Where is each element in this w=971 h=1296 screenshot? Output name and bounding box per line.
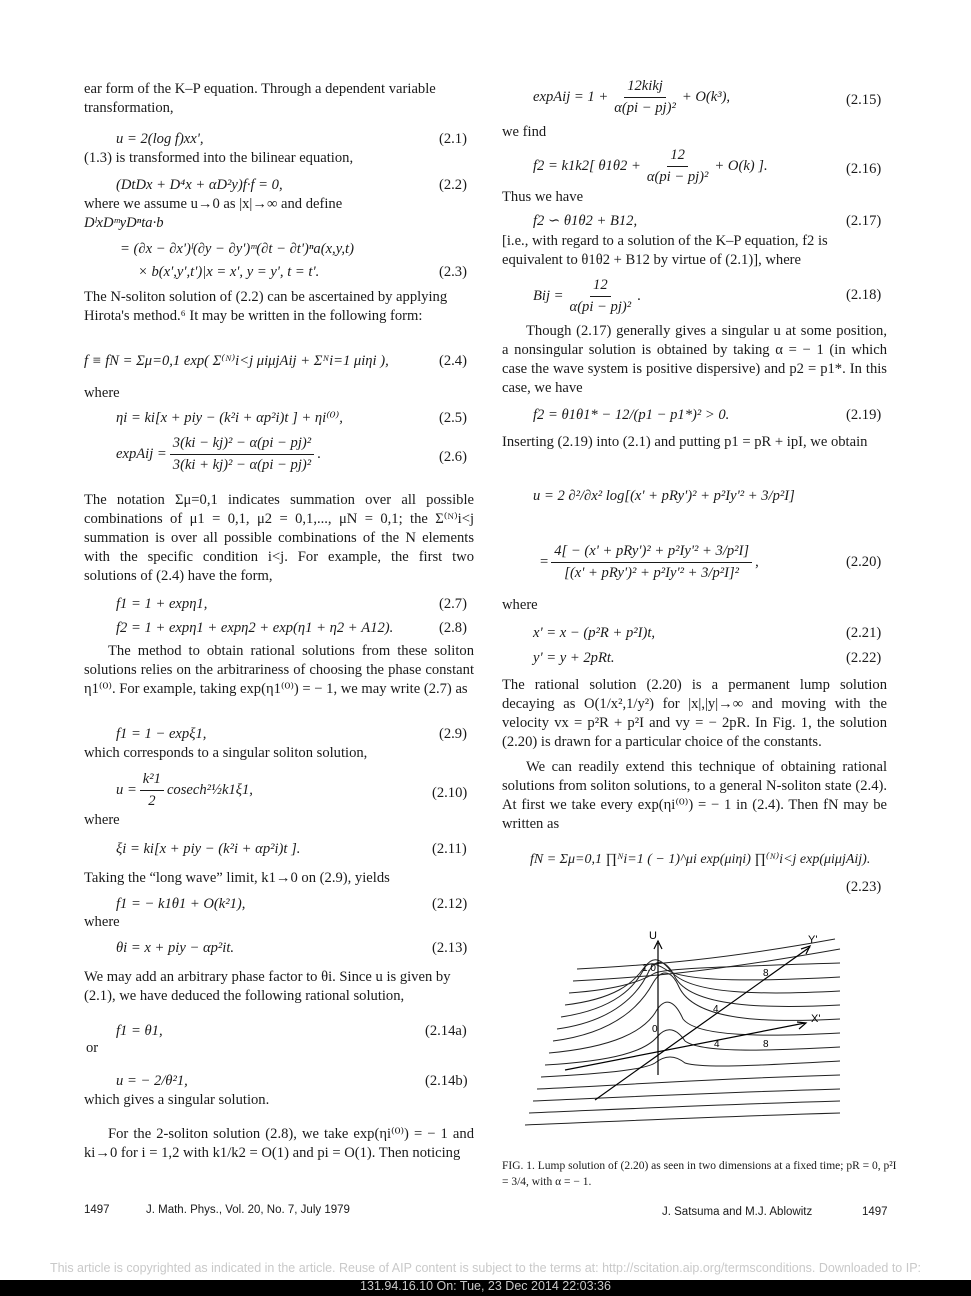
equation-2-22: y' = y + 2pRt. bbox=[533, 650, 615, 666]
equation-number: (2.2) bbox=[439, 177, 467, 193]
x-tick-8: 8 bbox=[763, 1039, 769, 1050]
journal-citation: J. Math. Phys., Vol. 20, No. 7, July 1979 bbox=[146, 1204, 350, 1216]
paragraph: which corresponds to a singular soliton solution, bbox=[84, 745, 368, 761]
equation-2-18: Bij = $\frac{12}{\text{α(pi − pj)²}}$ . bbox=[533, 277, 641, 315]
paragraph: where bbox=[84, 385, 120, 401]
paragraph: For the 2-soliton solution (2.8), we take exp(ηi⁽⁰⁾) = − 1 and ki→0 for i = 1,2 with k1/k2 = O(1) and pi = O(1). Then noticing bbox=[84, 1126, 474, 1161]
paragraph: (1.3) is transformed into the bilinear equation, bbox=[84, 150, 354, 166]
paragraph: where bbox=[84, 914, 120, 930]
fraction: $\frac{\text{3(ki − kj)² − α(pi − pj)²}}{\text{3(ki + kj)² − α(pi − pj)²}}$ bbox=[170, 434, 314, 475]
equation-number: (2.4) bbox=[439, 353, 467, 369]
paragraph: We may add an arbitrary phase factor to θi. Since u is given by (2.1), we have deduced the following rational solution, bbox=[84, 969, 451, 1004]
equation-2-14b: u = − 2/θ²1, bbox=[116, 1073, 188, 1089]
equation-2-11: ξi = ki[x + piy − (k²i + αp²i)t ]. bbox=[116, 841, 301, 857]
equation-2-14a: f1 = θ1, bbox=[116, 1023, 163, 1039]
equation-2-10: u = $\frac{\text{k²1}}{2}$ cosech²½k1ξ1, bbox=[116, 771, 253, 809]
equation-number: (2.11) bbox=[432, 841, 467, 857]
paragraph: Thus we have bbox=[502, 189, 584, 205]
peak-label: 1.0 bbox=[642, 963, 656, 974]
equation-number: (2.23) bbox=[846, 879, 882, 895]
y-axis-label: Y' bbox=[808, 934, 818, 946]
authors: J. Satsuma and M.J. Ablowitz bbox=[662, 1206, 813, 1218]
equation-number: (2.22) bbox=[846, 650, 882, 666]
paragraph: which gives a singular solution. bbox=[84, 1092, 270, 1108]
equation-2-4: f ≡ fN = Σμ=0,1 exp( Σ⁽ᴺ⁾i<j μiμjAij + Σᴺi=1 μiηi ), bbox=[84, 353, 389, 369]
equation-2-21: x' = x − (p²R + p²I)t, bbox=[533, 625, 656, 641]
y-tick-8: 8 bbox=[763, 968, 769, 979]
fraction: $\frac{\text{12kikj}}{\text{α(pi − pj)²}}$ bbox=[614, 78, 676, 116]
fraction: $\frac{\text{k²1}}{2}$ bbox=[140, 770, 164, 811]
paragraph: Inserting (2.19) into (2.1) and putting p1 = pR + ipI, we obtain bbox=[502, 434, 868, 450]
equation-number: (2.14a) bbox=[425, 1023, 467, 1039]
equation-2-3-line2: = (∂x − ∂x')ˡ(∂y − ∂y')ᵐ(∂t − ∂t')ⁿa(x,y,t) bbox=[120, 241, 354, 257]
paragraph: The method to obtain rational solutions from these soliton solutions relies on the arbitrariness of choosing the phase constant η1⁽⁰⁾. For example, taking exp(η1⁽⁰⁾) = − 1, we may write (2.7) as bbox=[84, 643, 474, 697]
equation-number: (2.7) bbox=[439, 596, 467, 612]
paragraph: ear form of the K–P equation. Through a dependent variable transformation, bbox=[84, 81, 436, 116]
download-info: 131.94.16.10 On: Tue, 23 Dec 2014 22:03:36 bbox=[360, 1278, 611, 1293]
equation-2-5: ηi = ki[x + piy − (k²i + αp²i)t ] + ηi⁽⁰⁾, bbox=[116, 410, 343, 426]
fraction: $\frac{12}{\text{α(pi − pj)²}}$ bbox=[569, 277, 632, 315]
paragraph: The rational solution (2.20) is a permanent lump solution decaying as O(1/x²,1/y²) for |x|,|y|→∞ and moving with the velocity vx = p²R + p²I and vy = − 2pR. In Fig. 1, the solution (2.20) is drawn for a particular choice of the constants. bbox=[502, 677, 887, 750]
equation-number: (2.15) bbox=[846, 92, 882, 108]
equation-number: (2.8) bbox=[439, 620, 467, 636]
equation-2-2: (DtDx + D⁴x + αD²y)f·f = 0, bbox=[116, 177, 283, 193]
lump-solution-figure bbox=[505, 925, 865, 1140]
equation-2-12: f1 = − k1θ1 + O(k²1), bbox=[116, 896, 246, 912]
equation-number: (2.12) bbox=[432, 896, 468, 912]
equation-number: (2.6) bbox=[439, 449, 467, 465]
fraction: $\frac{12}{\text{α(pi − pj)²}}$ bbox=[646, 147, 709, 185]
equation-2-9: f1 = 1 − expξ1, bbox=[116, 726, 207, 742]
equation-number: (2.16) bbox=[846, 161, 882, 177]
paragraph: We can readily extend this technique of obtaining rational solutions from soliton solutions, to a general N-soliton state (2.4). At first we take every exp(ηi⁽⁰⁾) = − 1 in (2.4). Then fN may be written as bbox=[502, 759, 887, 832]
equation-2-8: f2 = 1 + expη1 + expη2 + exp(η1 + η2 + A12). bbox=[116, 620, 394, 636]
equation-2-17: f2 ∽ θ1θ2 + B12, bbox=[533, 213, 638, 229]
equation-2-3-line3: × b(x',y',t')|x = x', y = y', t = t'. bbox=[138, 264, 320, 280]
paragraph: The N-soliton solution of (2.2) can be ascertained by applying Hirota's method.⁶ It may be written in the following form: bbox=[84, 289, 448, 324]
paragraph: Taking the “long wave” limit, k1→0 on (2.9), yields bbox=[84, 870, 390, 886]
equation-number: (2.5) bbox=[439, 410, 467, 426]
page-number-right: 1497 bbox=[862, 1206, 888, 1218]
u-axis-label: U bbox=[649, 930, 657, 942]
equation-number: (2.3) bbox=[439, 264, 467, 280]
x-tick-4: 4 bbox=[714, 1039, 720, 1050]
paragraph: we find bbox=[502, 124, 547, 140]
equation-number: (2.21) bbox=[846, 625, 882, 641]
paragraph: where we assume u→0 as |x|→∞ and define bbox=[84, 196, 343, 212]
paragraph: where bbox=[84, 812, 120, 828]
copyright-notice: This article is copyrighted as indicated in the article. Reuse of AIP content is subject to the terms at: http://scitation.aip.org/termsconditions. Downloaded to IP: bbox=[49, 1260, 922, 1275]
equation-number: (2.1) bbox=[439, 131, 467, 147]
x-axis-label: X' bbox=[811, 1013, 821, 1025]
equation-number: (2.17) bbox=[846, 213, 882, 229]
equation-number: (2.9) bbox=[439, 726, 467, 742]
paragraph: The notation Σμ=0,1 indicates summation over all possible combinations of μ1 = 0,1, μ2 = 0,1,..., μN = 0,1; the Σ⁽ᴺ⁾i<j summation is over all possible combinations of the N elements with the specific condition i<j. For example, the first two solutions of (2.4) have the form, bbox=[84, 492, 474, 584]
equation-2-3-line1: DˡxDᵐyDⁿta·b bbox=[84, 215, 164, 231]
fraction: $\frac{\text{4[ − (x' + pRy')² + p²Iy'² + 3/p²I]}}{\text{[(x' + pRy')² + p²Iy'² + 3/p²I]²}}$ bbox=[551, 542, 752, 583]
equation-2-6: expAij = $\frac{\text{3(ki − kj)² − α(pi − pj)²}}{\text{3(ki + kj)² − α(pi − pj)²}}$ . bbox=[116, 435, 321, 473]
equation-2-7: f1 = 1 + expη1, bbox=[116, 596, 208, 612]
equation-2-23: fN = Σμ=0,1 ∏ᴺi=1 ( − 1)^μi exp(μiηi) ∏⁽ᴺ⁾i<j exp(μiμjAij). bbox=[530, 852, 871, 867]
equation-2-15: expAij = 1 + $\frac{\text{12kikj}}{\text{α(pi − pj)²}}$ + O(k³), bbox=[533, 78, 731, 116]
equation-number: (2.20) bbox=[846, 554, 882, 570]
equation-number: (2.18) bbox=[846, 287, 882, 303]
paragraph: where bbox=[502, 597, 538, 613]
origin-label: 0 bbox=[652, 1024, 658, 1035]
equation-2-1: u = 2(log f)xx', bbox=[116, 131, 204, 147]
equation-number: (2.14b) bbox=[425, 1073, 468, 1089]
page-number-left: 1497 bbox=[84, 1204, 110, 1216]
paragraph: [i.e., with regard to a solution of the K–P equation, f2 is equivalent to θ1θ2 + B12 by virtue of (2.1)], where bbox=[502, 233, 828, 268]
equation-number: (2.13) bbox=[432, 940, 468, 956]
equation-2-20-line2: = $\frac{\text{4[ − (x' + pRy')² + p²Iy'² + 3/p²I]}}{\text{[(x' + pRy')² + p²Iy'² + 3/p²I]²}}$ , bbox=[540, 543, 759, 581]
y-tick-4: 4 bbox=[713, 1004, 719, 1015]
paragraph: or bbox=[86, 1040, 99, 1056]
equation-2-13: θi = x + piy − αp²it. bbox=[116, 940, 235, 956]
equation-number: (2.10) bbox=[432, 785, 468, 801]
figure-caption: FIG. 1. Lump solution of (2.20) as seen in two dimensions at a fixed time; pR = 0, p²I = 3/4, with α = − 1. bbox=[502, 1159, 897, 1188]
equation-2-19: f2 = θ1θ1* − 12/(p1 − p1*)² > 0. bbox=[533, 407, 730, 423]
equation-2-20-line1: u = 2 ∂²/∂x² log[(x' + pRy')² + p²Iy'² + 3/p²I] bbox=[533, 488, 795, 504]
paragraph: Though (2.17) generally gives a singular u at some position, a nonsingular solution is obtained by taking α = − 1 (in which case the wave system is positive dispersive) and p2 = p1*. In this case, we have bbox=[502, 323, 887, 396]
equation-2-16: f2 = k1k2[ θ1θ2 + $\frac{12}{\text{α(pi − pj)²}}$ + O(k) ]. bbox=[533, 147, 768, 185]
equation-number: (2.19) bbox=[846, 407, 882, 423]
